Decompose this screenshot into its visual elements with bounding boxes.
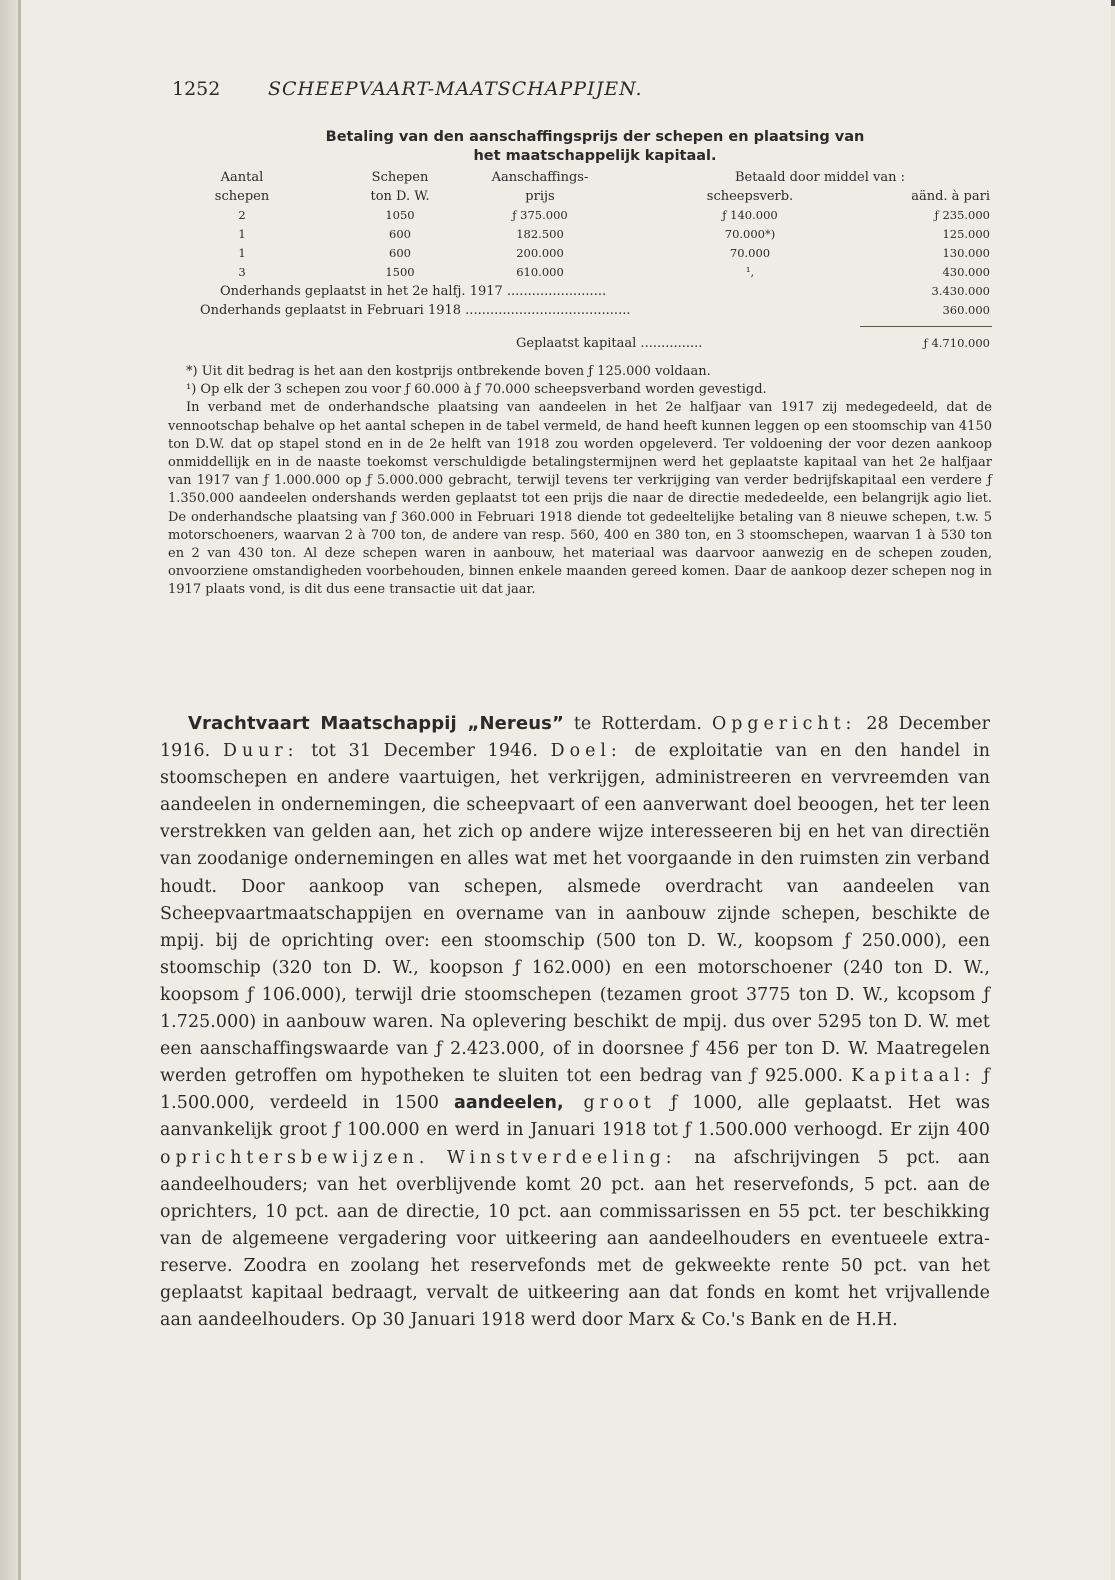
table-cell: ƒ 375.000	[512, 208, 568, 222]
table-cell: 3	[238, 265, 246, 279]
header-cell: aänd. à pari	[911, 189, 990, 204]
table-cell: 1	[238, 246, 246, 260]
row-value: 360.000	[942, 303, 990, 317]
company-entry	[160, 710, 990, 1334]
table-header-row-1	[200, 168, 1000, 187]
kapitaal-value-2: ƒ 1000, alle geplaatst. Het was aanvankelijk groot ƒ 100.000 en werd in Januari 1918 tot ƒ 1.500.000 verhoogd. Er zijn 400	[160, 1093, 990, 1141]
table-header-row-2	[200, 187, 1000, 206]
table-cell: 1500	[385, 265, 415, 279]
company-name: Vrachtvaart Maatschappij „Nereus”	[188, 713, 564, 734]
doel-value: de exploitatie van en den handel in stoomschepen en andere vaartuigen, het verkrijgen, administreeren en vervreemden van aandeelen in ondernemingen, die scheepvaart of een aanverwant doel beoogen, het ter leen verstrekken van gelden aan, het zich op andere wijze interesseeren bij en het van directiën van zoodanige ondernemingen en alles wat met het voorgaande in den ruimsten zin verband houdt. Door aankoop van schepen, alsmede overdracht van aandeelen van Scheepvaartmaatschappijen en overname van in aanbouw zijnde schepen, beschikte de mpij. bij de oprichting over: een stoomschip (500 ton D. W., koopsom ƒ 250.000), een stoomschip (320 ton D. W., koopson ƒ 162.000) en een motorschoener (240 ton D. W., koopsom ƒ 106.000), terwijl drie stoomschepen (tezamen groot 3775 ton D. W., kcopsom ƒ 1.725.000) in aanbouw waren. Na oplevering beschikt de mpij. dus over 5295 ton D. W. met een aanschaffingswaarde van ƒ 2.423.000, of in doorsnee ƒ 456 per ton D. W. Maatregelen werden getroffen om hypotheken te sluiten tot een bedrag van ƒ 925.000.	[160, 741, 990, 1087]
table-title-line-1: Betaling van den aanschaffingsprijs der schepen en plaatsing van	[325, 129, 865, 145]
company-paragraph	[160, 710, 990, 1334]
table-cell: ƒ 140.000	[722, 208, 778, 222]
table-row-onderhands-1917	[200, 282, 1000, 301]
table-cell: 2	[238, 208, 246, 222]
payment-table	[200, 168, 1000, 353]
table-cell: ¹,	[745, 265, 755, 279]
table-cell: 200.000	[516, 246, 564, 260]
table-cell: 430.000	[942, 265, 990, 279]
aandeelen-word: aandeelen,	[454, 1093, 564, 1114]
opgericht-label: Opgericht:	[711, 714, 857, 734]
row-value: 3.430.000	[931, 284, 990, 298]
row-label: Onderhands geplaatst in het 2e halfj. 1917 ........................	[220, 284, 607, 299]
table-cell: 610.000	[516, 265, 564, 279]
company-location: te Rotterdam.	[563, 714, 702, 734]
table-cell: 182.500	[516, 227, 564, 241]
header-cell: Schepen	[371, 170, 429, 185]
table-cell: 130.000	[942, 246, 990, 260]
table-cell: 125.000	[942, 227, 990, 241]
header-cell: schepen	[214, 189, 270, 204]
row-label: Onderhands geplaatst in Februari 1918 ........................................	[200, 303, 631, 318]
table-cell: 600	[389, 227, 411, 241]
table-row	[200, 206, 1000, 225]
header-cell: scheepsverb.	[706, 189, 794, 204]
table-cell: 1050	[385, 208, 415, 222]
table-cell: 1	[238, 227, 246, 241]
header-cell: Aanschaffings-	[491, 170, 589, 185]
winst-label: Winstverdeeling:	[446, 1147, 677, 1168]
duur-value: tot 31 December 1946.	[298, 741, 538, 762]
table-notes	[168, 363, 992, 600]
table-row	[200, 263, 1000, 282]
header-cell: Aantal	[220, 170, 264, 185]
total-rule	[860, 326, 992, 327]
oprichters-label: oprichtersbewijzen.	[160, 1147, 430, 1168]
table-row-onderhands-1918	[200, 301, 1000, 320]
groot-label: groot	[563, 1093, 656, 1114]
page-header	[172, 78, 812, 108]
winst-value: na afschrijvingen 5 pct. aan aandeelhouders; van het overblijvende komt 20 pct. aan het reservefonds, 5 pct. aan de oprichters, 10 pct. aan de directie, 10 pct. aan commissarissen en 55 pct. ter beschikking van de algemeene vergadering voor uitkeering aan aandeelhouders en eventueele extra-reserve. Zoodra en zoolang het reservefonds met de gekweekte rente 50 pct. van het geplaatst kapitaal bedraagt, vervalt de uitkeering aan dat fonds en komt het vrijvallende aan aandeelhouders. Op 30 Januari 1918 werd door Marx & Co.'s Bank en de H.H.	[160, 1147, 990, 1331]
header-cell: prijs	[525, 189, 555, 204]
footnote-star: *) Uit dit bedrag is het aan den kostprijs ontbrekende boven ƒ 125.000 voldaan.	[186, 364, 711, 379]
total-value: ƒ 4.710.000	[923, 336, 990, 350]
table-title-line-2: het maatschappelijk kapitaal.	[473, 148, 717, 164]
table-cell: ƒ 235.000	[934, 208, 990, 222]
total-label: Geplaatst kapitaal ...............	[516, 336, 703, 351]
table-cell: 600	[389, 246, 411, 260]
page-number: 1252	[172, 78, 221, 100]
table-total-row	[200, 334, 1000, 353]
table-cell: 70.000	[729, 246, 771, 260]
kapitaal-label: Kapitaal:	[851, 1066, 976, 1087]
book-spine	[0, 0, 18, 1580]
notes-paragraph: In verband met de onderhandsche plaatsing van aandeelen in het 2e halfjaar van 1917 zij medegedeeld, dat de vennootschap behalve op het aantal schepen in de tabel vermeld, de hand heeft kunnen leggen op een stoomschip van 4150 ton D.W. dat op stapel stond en in de 2e helft van 1918 zou worden opgeleverd. Ter voldoening der voor dezen aankoop onmiddellijk en in de naaste toekomst verschuldigde betalingstermijnen werd het geplaatste kapitaal van het 2e halfjaar van 1917 van ƒ 1.000.000 op ƒ 5.000.000 gebracht, terwijl tevens ter verkrijging van verder bedrijfskapitaal een verdere ƒ 1.350.000 aandeelen ondershands werden geplaatst tot een prijs die naar de directie mededeelde, een belangrijk agio liet. De onderhandsche plaatsing van ƒ 360.000 in Februari 1918 diende tot gedeeltelijke betaling van 8 nieuwe schepen, t.w. 5 motorschoeners, waarvan 2 à 700 ton, de andere van resp. 560, 400 en 380 ton, en 3 stoomschepen, waarvan 1 à 530 ton en 2 van 430 ton. Al deze schepen waren in aanbouw, het materiaal was daarvoor aanwezig en de schepen zouden, onvoorziene omstandigheden voorbehouden, binnen enkele maanden gereed komen. Daar de aankoop dezer schepen nog in 1917 plaats vond, is dit dus eene transactie uit dat jaar.	[168, 400, 992, 598]
table-cell: 70.000*)	[724, 227, 776, 241]
kapitaal-value-1: ƒ 1.500.000, verdeeld in 1500	[160, 1066, 990, 1114]
footnote-one: ¹) Op elk der 3 schepen zou voor ƒ 60.000 à ƒ 70.000 scheepsverband worden gevestigd.	[186, 382, 767, 398]
table-row	[200, 225, 1000, 244]
running-title: SCHEEPVAART-MAATSCHAPPIJEN.	[268, 78, 643, 100]
header-cell: Betaald door middel van :	[735, 170, 905, 185]
total-rule-row	[200, 320, 1000, 334]
opgericht-value: 28 December 1916.	[160, 714, 990, 762]
header-cell: ton D. W.	[370, 189, 430, 204]
doel-label: Doel:	[550, 741, 622, 762]
duur-label: Duur:	[223, 741, 299, 762]
table-row	[200, 244, 1000, 263]
table-title	[200, 128, 990, 166]
